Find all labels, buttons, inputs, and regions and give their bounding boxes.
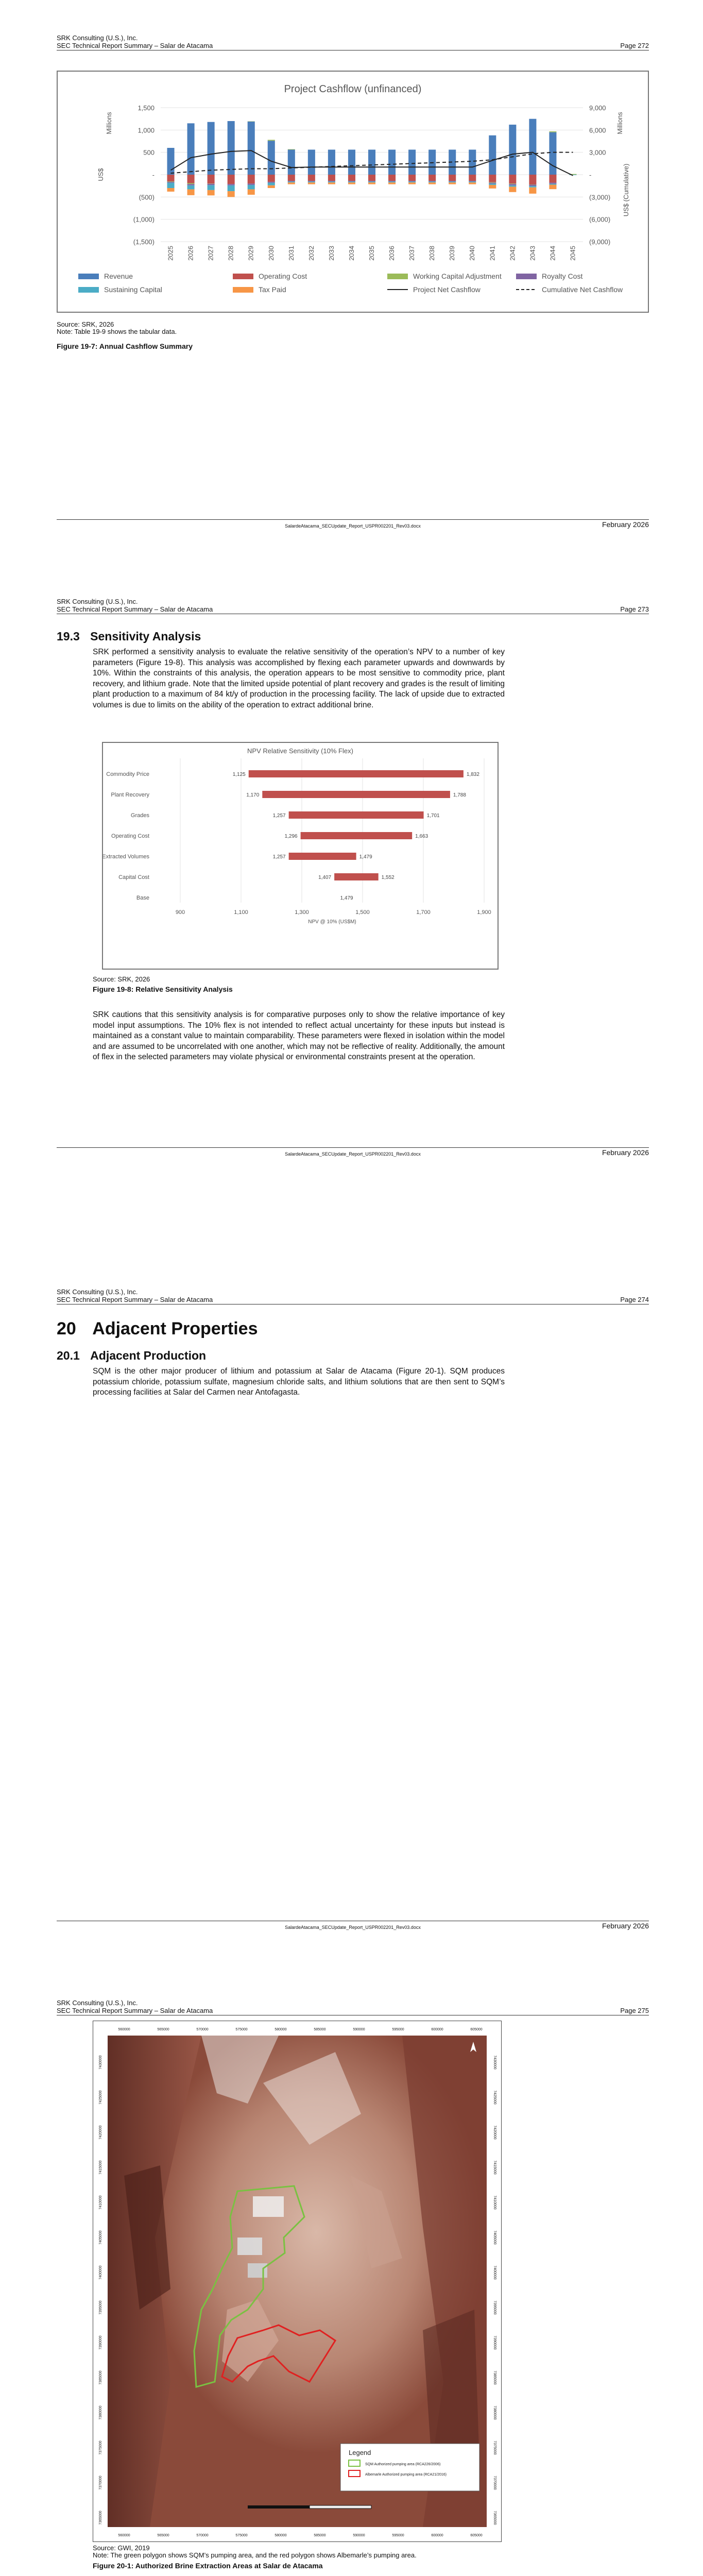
footer-rule [57,1147,649,1148]
map-top-tick: 585000 [314,2028,326,2031]
low-value-label: 1,125 [232,772,246,777]
bar-tax-paid [529,188,536,194]
bar-sustaining-capital [549,184,556,185]
header-company: SRK Consulting (U.S.), Inc. [57,34,138,42]
bar-sustaining-capital [268,183,275,185]
sensitivity-paragraph-2: SRK cautions that this sensitivity analysis is for comparative purposes only to show the relative importance of key model input assumptions. The 10% flex is not intended to reflect actual uncertainty for these inputs but instead is maintained as a constant value to maintain comparability. These parameters were flexed in isolation within the model and are assumed to be uncorrelated with one another, which may not be reflective of reality. Additionally, the amount of flex in the selected parameters may violate physical or environmental constraints present at the operation. [93,1010,505,1061]
x-tick-label: 2045 [569,246,577,261]
figure-source: Source: GWI, 2019 [93,2544,150,2552]
bar-operating-cost [469,175,476,181]
legend-label: Project Net Cashflow [413,285,481,294]
map-top-tick: 605000 [470,2028,483,2031]
bar-working-capital-adjustment [549,131,556,132]
low-value-label: 1,407 [318,875,332,880]
bar-operating-cost [529,175,536,184]
map-top-tick: 600000 [431,2028,443,2031]
high-value-label: 1,701 [426,813,440,819]
x-tick-label: 1,300 [295,909,309,916]
bar-operating-cost [408,175,416,181]
header-report: SEC Technical Report Summary – Salar de Atacama [57,605,213,613]
bar-tax-paid [308,182,315,184]
figure-source: Source: SRK, 2026 [93,975,150,983]
map-bottom-tick: 575000 [235,2534,248,2537]
chapter-title: Adjacent Properties [92,1319,258,1338]
footer-date: February 2026 [602,520,649,529]
section-heading-19-3 [57,630,201,643]
bar-tax-paid [469,182,476,184]
map-top-tick: 590000 [353,2028,365,2031]
page-272 [0,0,703,546]
page-header [57,598,649,613]
sensitivity-chart-frame [102,742,499,970]
map-top-tick: 580000 [275,2028,287,2031]
category-label: Grades [130,812,149,819]
category-label: Extracted Volumes [103,854,149,860]
y2-axis-unit: Millions [616,112,624,134]
map-bottom-tick: 595000 [392,2534,404,2537]
bar-operating-cost [187,175,195,183]
map-right-tick: 7365000 [493,2511,496,2525]
bar-sustaining-capital [368,181,375,182]
map-left-tick: 7380000 [99,2405,102,2420]
bar-operating-cost [228,175,235,184]
map-right-tick: 7425000 [493,2090,496,2105]
cashflow-chart [58,72,648,312]
x-tick-label: 1,700 [416,909,431,916]
high-value-label: 1,479 [359,854,372,860]
sensitivity-bar [289,811,424,819]
bar-revenue [348,149,355,175]
bar-tax-paid [228,191,235,197]
chart-title: NPV Relative Sensitivity (10% Flex) [247,747,353,755]
header-report: SEC Technical Report Summary – Salar de Atacama [57,2007,213,2014]
map-bottom-tick: 560000 [118,2534,130,2537]
bar-working-capital-adjustment [509,183,516,184]
map-bottom-tick: 600000 [431,2534,443,2537]
map-right-tick: 7400000 [493,2265,496,2280]
map-figure [93,2021,502,2542]
header-report: SEC Technical Report Summary – Salar de Atacama [57,42,213,49]
x-tick-label: 2044 [548,246,557,261]
y-tick-label: (1,500) [133,238,155,246]
bar-working-capital-adjustment [529,184,536,185]
map-left-tick: 7400000 [99,2265,102,2280]
sensitivity-paragraph-1: SRK performed a sensitivity analysis to evaluate the relative sensitivity of the operation’s NPV to a number of key parameters (Figure 19-8). This analysis was accomplished by flexing each parameter upwards and downwards by 10%. Within the constraints of this analysis, the operation appears to be most sensitive to commodity price, plant recovery, and lithium grade. Note that the limited upside potential of plant recovery and grades is the result of limiting plant production to a maximum of 84 kt/y of production in the processing facility. The lack of upside due to extracted volumes is due to limits on the ability of the operation to extract additional brine. [93,648,505,709]
legend-label: Sustaining Capital [104,285,162,294]
x-tick-label: 2033 [327,246,335,261]
bar-tax-paid [449,182,456,184]
figure-note: Note: The green polygon shows SQM’s pumping area, and the red polygon shows Albemarle’s pumping area. [93,2551,417,2559]
y-tick-label: (500) [139,193,155,201]
bar-operating-cost [549,175,556,183]
bar-operating-cost [288,175,295,181]
x-tick-label: 2042 [508,246,517,261]
y2-tick-label: (9,000) [589,238,611,246]
map-top-tick: 595000 [392,2028,404,2031]
page-number: Page 273 [620,605,649,613]
header-company: SRK Consulting (U.S.), Inc. [57,1999,138,2007]
map-top-tick: 570000 [196,2028,209,2031]
x-tick-label: 2031 [287,246,295,261]
high-value-label: 1,832 [466,772,479,777]
bar-royalty-cost [509,184,516,185]
figure-source: Source: SRK, 2026 [57,320,114,328]
x-tick-label: 2029 [247,246,255,261]
legend-swatch [387,274,408,279]
map-bottom-tick: 570000 [196,2534,209,2537]
bar-revenue [187,123,195,175]
page-header [57,34,649,49]
section-number: 20.1 [57,1349,80,1362]
header-company: SRK Consulting (U.S.), Inc. [57,1288,138,1296]
y2-tick-label: - [589,171,592,179]
bar-revenue [248,122,255,175]
legend-label: Tax Paid [259,285,286,294]
x-tick-label: 2041 [488,246,496,261]
bar-sustaining-capital [308,181,315,182]
low-value-label: 1,296 [284,834,298,839]
map-right-tick: 7420000 [493,2125,496,2140]
map-left-tick: 7370000 [99,2476,102,2490]
bar-revenue [469,149,476,175]
bar-working-capital-adjustment [167,181,174,182]
map-right-tick: 7405000 [493,2230,496,2245]
bar-revenue [529,119,536,175]
chart-title: Project Cashflow (unfinanced) [284,83,422,95]
footer-file: SalardeAtacama_SECUpdate_Report_USPR002201_Rev03.docx [285,1151,421,1157]
y2-tick-label: (6,000) [589,215,611,224]
bar-working-capital-adjustment [187,183,195,184]
bar-operating-cost [167,175,174,181]
bar-royalty-cost [489,183,496,184]
bar-revenue [268,141,275,175]
legend-label: Royalty Cost [542,272,583,280]
adjacent-paragraph: SQM is the other major producer of lithium and potassium at Salar de Atacama (Figure 20-1). SQM produces potassium chloride, potassium sulfate, magnesium chloride salts, and lithium solutions that are then sent to SQM’s processing facilities at Salar del Carmen near Antofagasta. [93,1367,505,1397]
bar-sustaining-capital [489,183,496,185]
bar-sustaining-capital [529,186,536,188]
section-title: Adjacent Production [90,1349,207,1362]
bar-operating-cost [388,175,396,181]
map-left-tick: 7405000 [99,2230,102,2245]
map-top-tick: 565000 [157,2028,169,2031]
legend-swatch [78,287,99,293]
x-tick-label: 2025 [166,246,175,261]
bar-operating-cost [509,175,516,183]
bar-revenue [489,135,496,175]
y2-tick-label: 3,000 [589,148,606,157]
legend-label: Working Capital Adjustment [413,272,502,280]
bar-tax-paid [549,185,556,190]
x-tick-label: 2026 [186,246,195,261]
category-label: Commodity Price [106,771,149,777]
bar-tax-paid [368,182,375,184]
x-tick-label: 2036 [388,246,396,261]
figure-caption: Figure 19-8: Relative Sensitivity Analysis [93,985,233,993]
bar-tax-paid [288,182,295,184]
figure-caption: Figure 20-1: Authorized Brine Extraction Areas at Salar de Atacama [93,2562,323,2570]
bar-operating-cost [328,175,335,181]
bar-operating-cost [449,175,456,181]
map-left-tick: 7415000 [99,2160,102,2175]
x-tick-label: 2034 [347,246,355,261]
sensitivity-bar [301,832,413,839]
map-left-tick: 7425000 [99,2090,102,2105]
bar-revenue [368,149,375,175]
bar-tax-paid [187,190,195,195]
bar-revenue [388,149,396,175]
legend-swatch [233,274,253,279]
bar-revenue [328,149,335,175]
bar-working-capital-adjustment [268,140,275,141]
legend-swatch [233,287,253,293]
bar-working-capital-adjustment [208,183,215,184]
map-bottom-tick: 585000 [314,2534,326,2537]
bar-tax-paid [348,182,355,184]
scale-bar [248,2505,371,2509]
x-tick-label: 2040 [468,246,476,261]
sensitivity-bar [262,791,450,798]
y-tick-label: 500 [143,148,155,157]
chapter-number: 20 [57,1319,76,1338]
page-number: Page 274 [620,1296,649,1303]
bar-revenue [167,148,174,175]
bar-revenue [549,132,556,175]
footer-file: SalardeAtacama_SECUpdate_Report_USPR002201_Rev03.docx [285,1925,421,1930]
y-tick-label: (1,000) [133,215,155,224]
map-right-tick: 7430000 [493,2055,496,2070]
low-value-label: 1,170 [246,792,260,798]
page-number: Page 275 [620,2007,649,2014]
bar-revenue [509,125,516,175]
header-report: SEC Technical Report Summary – Salar de Atacama [57,1296,213,1303]
bar-operating-cost [489,175,496,182]
bar-royalty-cost [187,184,195,185]
page-274 [0,1288,703,1968]
low-value-label: 1,257 [272,813,286,819]
bar-royalty-cost [208,184,215,185]
bar-operating-cost [428,175,436,181]
bar-royalty-cost [529,185,536,187]
bar-working-capital-adjustment [489,182,496,183]
map-right-tick: 7415000 [493,2160,496,2175]
bar-tax-paid [509,187,516,192]
y2-tick-label: 6,000 [589,126,606,134]
footer-rule [57,519,649,520]
legend-swatch [78,274,99,279]
map-right-tick: 7385000 [493,2370,496,2385]
section-heading-20-1 [57,1349,206,1363]
page-header [57,1999,649,2014]
bar-sustaining-capital [208,185,215,190]
bar-royalty-cost [549,183,556,184]
map-right-tick: 7395000 [493,2300,496,2315]
x-tick-label: 2037 [408,246,416,261]
x-tick-label: 1,500 [355,909,370,916]
legend-label-albemarle: Albemarle Authorized pumping area (RCA21/2016) [365,2473,447,2477]
bar-tax-paid [388,182,396,184]
section-number: 19.3 [57,630,80,643]
map-right-tick: 7390000 [493,2335,496,2350]
bar-tax-paid [167,188,174,192]
y-tick-label: 1,000 [138,126,155,134]
footer-date: February 2026 [602,1148,649,1157]
legend-label: Cumulative Net Cashflow [542,285,623,294]
bar-sustaining-capital [167,183,174,188]
bar-sustaining-capital [428,181,436,182]
legend-swatch [516,274,537,279]
map-bottom-tick: 565000 [157,2534,169,2537]
sensitivity-bar [249,770,464,777]
map-left-tick: 7390000 [99,2335,102,2350]
x-tick-label: 1,900 [477,909,491,916]
map-top-tick: 575000 [235,2028,248,2031]
legend-label: Operating Cost [259,272,307,280]
map-right-tick: 7375000 [493,2441,496,2455]
y-axis-label: US$ [97,168,105,181]
category-label: Capital Cost [118,874,149,880]
bar-tax-paid [248,190,255,195]
map-left-tick: 7430000 [99,2055,102,2070]
figure-note: Note: Table 19-9 shows the tabular data. [57,328,177,335]
satellite-map [93,2021,501,2541]
low-value-label: 1,257 [272,854,286,860]
bar-revenue [228,121,235,175]
bar-royalty-cost [228,184,235,185]
bar-tax-paid [489,185,496,189]
bar-operating-cost [248,175,255,183]
bar-operating-cost [368,175,375,181]
bar-sustaining-capital [328,181,335,182]
bar-sustaining-capital [388,181,396,182]
high-value-label: 1,663 [415,834,428,839]
bar-operating-cost [348,175,355,181]
map-left-tick: 7375000 [99,2441,102,2455]
map-left-tick: 7395000 [99,2300,102,2315]
map-left-tick: 7365000 [99,2511,102,2525]
figure-caption: Figure 19-7: Annual Cashflow Summary [57,342,193,350]
chapter-heading-20 [57,1319,258,1339]
map-bottom-tick: 590000 [353,2534,365,2537]
x-tick-label: 2038 [428,246,436,261]
map-right-tick: 7410000 [493,2195,496,2210]
sensitivity-bar [289,853,356,860]
x-tick-label: 2039 [448,246,456,261]
x-tick-label: 1,100 [234,909,248,916]
category-label: Base [136,895,149,901]
map-left-tick: 7410000 [99,2195,102,2210]
x-tick-label: 2028 [227,246,235,261]
bar-operating-cost [308,175,315,181]
bar-sustaining-capital [248,185,255,190]
bar-tax-paid [268,185,275,188]
page-header [57,1288,649,1303]
bar-sustaining-capital [348,181,355,182]
bar-sustaining-capital [228,185,235,191]
bar-revenue [288,149,295,175]
bar-sustaining-capital [187,185,195,190]
y-tick-label: 1,500 [138,104,155,112]
x-tick-label: 2043 [528,246,537,261]
low-value-label: 1,479 [340,895,353,901]
bar-operating-cost [268,175,275,182]
y2-tick-label: 9,000 [589,104,606,112]
high-value-label: 1,788 [453,792,466,798]
bar-royalty-cost [248,183,255,185]
section-title: Sensitivity Analysis [90,630,201,643]
header-company: SRK Consulting (U.S.), Inc. [57,598,138,605]
map-bottom-tick: 580000 [275,2534,287,2537]
high-value-label: 1,552 [381,875,395,880]
bar-sustaining-capital [449,181,456,182]
page-275 [0,1999,703,2576]
page-number: Page 272 [620,42,649,49]
x-tick-label: 900 [175,909,185,916]
x-tick-label: 2030 [267,246,275,261]
footer-date: February 2026 [602,1922,649,1930]
x-tick-label: 2032 [307,246,315,261]
bar-tax-paid [408,182,416,184]
legend-title: Legend [349,2449,371,2456]
bar-working-capital-adjustment [248,121,255,122]
x-tick-label: 2027 [207,246,215,261]
bar-sustaining-capital [509,185,516,187]
map-left-tick: 7420000 [99,2125,102,2140]
bar-working-capital-adjustment [288,149,295,150]
bar-revenue [428,149,436,175]
bar-sustaining-capital [408,181,416,182]
footer-file: SalardeAtacama_SECUpdate_Report_USPR002201_Rev03.docx [285,523,421,529]
page-273 [0,598,703,1195]
bar-sustaining-capital [288,181,295,182]
y2-tick-label: (3,000) [589,193,611,201]
sensitivity-chart [103,743,498,969]
bar-revenue [408,149,416,175]
x-tick-label: 2035 [368,246,375,261]
y-tick-label: - [152,171,155,179]
map-top-tick: 560000 [118,2028,130,2031]
bar-tax-paid [428,182,436,184]
map-left-tick: 7385000 [99,2370,102,2385]
map-bottom-tick: 605000 [470,2534,483,2537]
y-axis-unit: Millions [105,112,113,134]
map-right-tick: 7380000 [493,2405,496,2420]
legend-label-sqm: SQM Authorized pumping area (RCA226/2006) [365,2463,441,2466]
legend-label: Revenue [104,272,133,280]
sensitivity-bar [334,873,379,880]
category-label: Plant Recovery [111,792,149,798]
x-axis-label: NPV @ 10% (US$M) [308,919,356,925]
bar-revenue [308,149,315,175]
bar-sustaining-capital [469,181,476,182]
cashflow-chart-frame [57,71,649,313]
bar-tax-paid [208,190,215,195]
map-right-tick: 7370000 [493,2476,496,2490]
category-label: Operating Cost [111,833,149,839]
bar-royalty-cost [268,182,275,183]
bar-tax-paid [328,182,335,184]
y2-axis-label: US$ (Cumulative) [622,163,630,217]
bar-royalty-cost [167,182,174,183]
map-legend [340,2444,479,2491]
bar-revenue [208,122,215,175]
bar-operating-cost [208,175,215,183]
